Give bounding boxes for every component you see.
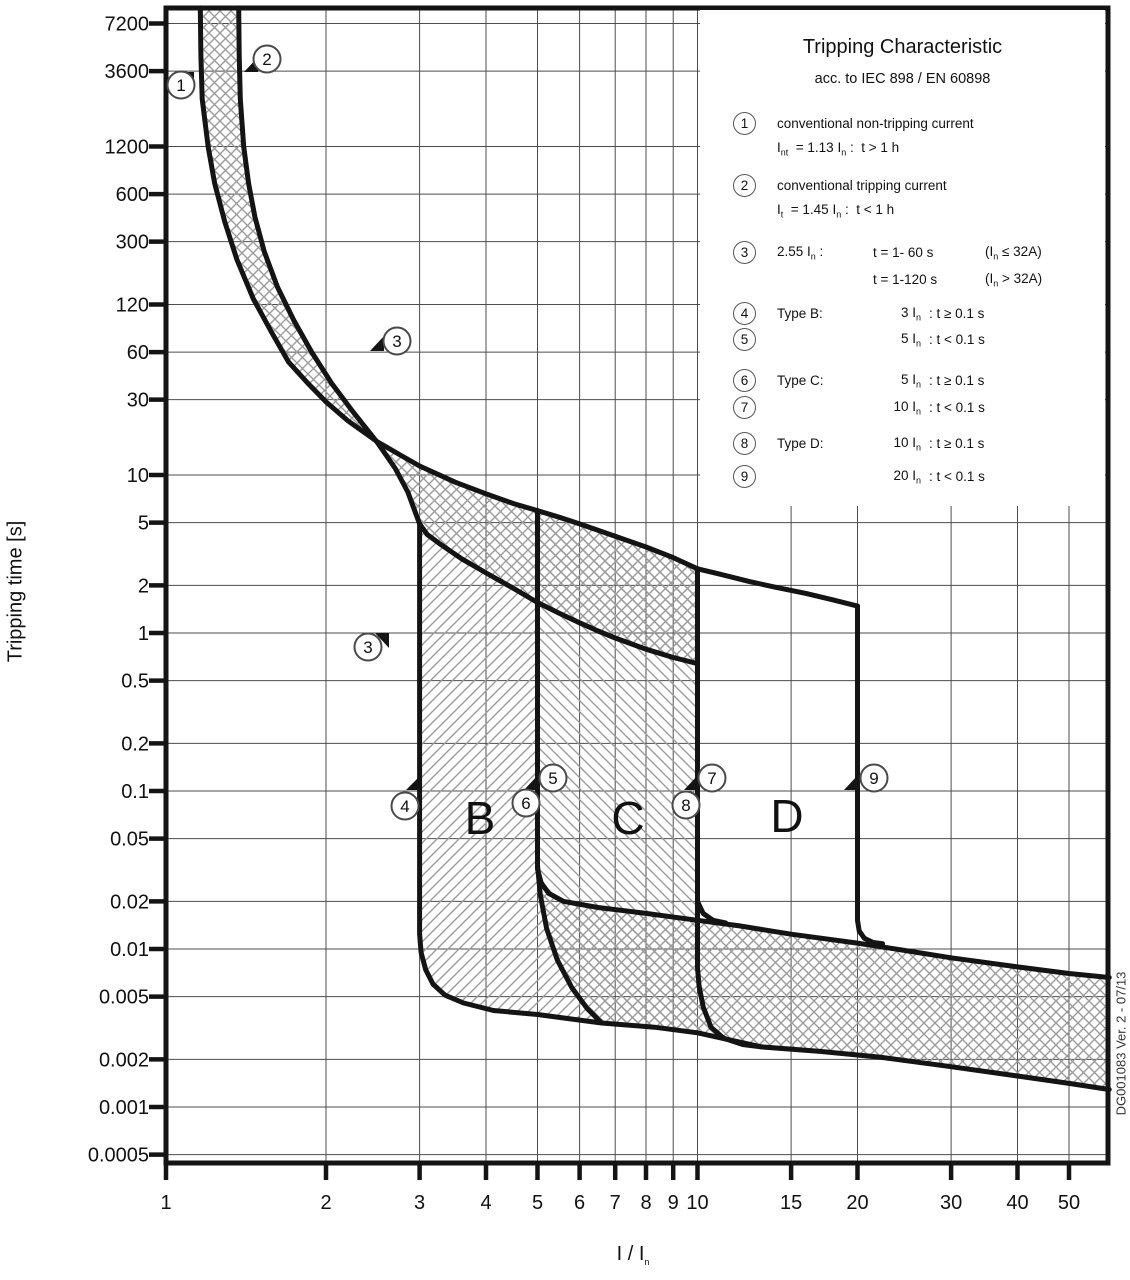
x-tick-label: 20 <box>846 1192 869 1214</box>
legend-text: 2.55 $I_n$ : <box>777 243 824 262</box>
legend-row <box>700 173 1105 198</box>
legend-item-number: 1 <box>733 112 777 135</box>
legend-text: : t < 0.1 s <box>929 332 985 347</box>
legend-row <box>700 301 1105 326</box>
legend-item-number: 6 <box>733 369 777 392</box>
legend-text: $(I_n > 32A)$ <box>985 270 1043 289</box>
x-tick-label: 15 <box>779 1192 803 1214</box>
legend-text: conventional tripping current <box>777 178 947 193</box>
x-tick-label: 9 <box>667 1192 679 1214</box>
y-tick-label: 0.02 <box>110 891 149 914</box>
legend-text: : t ≥ 0.1 s <box>929 436 985 451</box>
x-tick-label: 40 <box>1006 1192 1029 1214</box>
y-tick-label: 1 <box>137 623 149 645</box>
legend-text: 3 $I_n$ <box>900 304 921 323</box>
x-tick-label: 3 <box>414 1192 426 1214</box>
y-tick-label: 3600 <box>104 61 149 84</box>
legend-row <box>700 368 1105 393</box>
legend-text: $(I_n \le 32A)$ <box>985 243 1042 262</box>
legend-row <box>700 111 1105 136</box>
y-tick-label: 0.005 <box>98 986 149 1009</box>
legend-item-number: 3 <box>733 241 777 264</box>
y-tick-label: 2 <box>137 575 149 598</box>
circled-number-text: 3 <box>392 332 402 351</box>
legend-row <box>700 240 1105 265</box>
y-tick-label: 5 <box>137 512 149 535</box>
legend-item-number: 8 <box>733 432 777 455</box>
legend-text: 10 $I_n$ <box>893 398 921 417</box>
legend-text: Type C: <box>777 373 824 388</box>
y-tick-label: 0.0005 <box>87 1144 149 1167</box>
y-tick-label: 0.01 <box>110 939 149 961</box>
legend-row <box>700 431 1105 456</box>
x-tick-label: 6 <box>574 1192 586 1214</box>
legend-text: Type B: <box>777 306 823 321</box>
x-tick-label: 30 <box>939 1192 963 1214</box>
legend-item-number: 5 <box>733 328 777 351</box>
x-tick-label: 2 <box>320 1192 332 1214</box>
legend-text: : t ≥ 0.1 s <box>929 373 985 388</box>
region-letter-C: C <box>611 792 645 844</box>
y-tick-label: 120 <box>115 294 149 317</box>
chart-subtitle: acc. to IEC 898 / EN 60898 <box>814 71 991 87</box>
x-tick-label: 50 <box>1057 1192 1081 1214</box>
y-tick-label: 10 <box>126 465 149 487</box>
x-tick-label: 1 <box>160 1192 172 1214</box>
y-axis-title: Tripping time [s] <box>4 520 27 663</box>
legend-text: 5 $I_n$ <box>900 330 921 349</box>
legend-text: Type D: <box>777 436 824 451</box>
y-tick-label: 1200 <box>104 136 149 159</box>
legend-text: 20 $I_n$ <box>893 467 921 486</box>
y-tick-label: 0.2 <box>121 733 149 756</box>
y-tick-label: 0.05 <box>110 828 149 851</box>
circled-number-text: 8 <box>681 796 691 815</box>
circled-number-text: 4 <box>400 797 410 816</box>
x-tick-label: 4 <box>480 1192 492 1214</box>
x-tick-label: 5 <box>531 1192 544 1214</box>
circled-number-text: 5 <box>548 769 558 788</box>
y-tick-label: 0.5 <box>121 670 149 693</box>
legend-text: : t ≥ 0.1 s <box>929 306 985 321</box>
circled-number-text: 9 <box>869 769 879 788</box>
y-tick-label: 60 <box>126 342 149 365</box>
y-tick-label: 0.1 <box>121 781 149 803</box>
legend-rows <box>700 111 1105 489</box>
legend-row <box>700 395 1105 420</box>
legend-text: $I_{nt} = 1.13$ $I_n$ : t > 1 h <box>777 139 900 158</box>
legend-text: t = 1-120 s <box>873 272 938 287</box>
legend-row <box>700 267 1105 292</box>
document-number: DG001083 Ver. 2 - 07/13 <box>1113 971 1129 1116</box>
legend-item-number: 9 <box>733 465 777 488</box>
circled-number-text: 2 <box>262 50 272 69</box>
x-tick-label: 7 <box>609 1192 621 1214</box>
chart-title: Tripping Characteristic <box>802 36 1003 58</box>
y-tick-label: 0.001 <box>98 1097 149 1119</box>
circled-number-text: 6 <box>521 794 531 813</box>
x-axis-title: I / $I_n$ <box>616 1243 650 1267</box>
legend-box <box>700 10 1105 506</box>
x-tick-label: 8 <box>640 1192 652 1214</box>
y-tick-label: 300 <box>115 231 149 254</box>
legend-text: 5 $I_n$ <box>900 371 921 390</box>
region-letter-B: B <box>464 792 496 844</box>
legend-row <box>700 327 1105 352</box>
circled-number-text: 1 <box>176 76 186 95</box>
legend-text: : t < 0.1 s <box>929 469 985 484</box>
y-tick-label: 0.002 <box>98 1049 149 1072</box>
legend-text: : t < 0.1 s <box>929 400 985 415</box>
region-letter-D: D <box>770 790 804 842</box>
legend-text: 10 $I_n$ <box>893 434 921 453</box>
y-tick-label: 600 <box>115 184 149 207</box>
legend-text: t = 1- 60 s <box>873 245 934 260</box>
circled-number-text: 7 <box>707 769 717 788</box>
y-tick-label: 7200 <box>104 13 149 36</box>
legend-row <box>700 198 1105 223</box>
legend-text: conventional non-tripping current <box>777 116 974 131</box>
x-tick-label: 10 <box>686 1192 709 1214</box>
legend-text: $I_t = 1.45$ $I_n$ : t < 1 h <box>777 201 895 220</box>
y-tick-label: 30 <box>126 389 149 412</box>
legend-row <box>700 464 1105 489</box>
legend-item-number: 7 <box>733 396 777 419</box>
legend-row <box>700 136 1105 161</box>
legend-item-number: 2 <box>733 174 777 197</box>
circled-number-text: 3 <box>363 638 373 657</box>
legend-item-number: 4 <box>733 302 777 325</box>
